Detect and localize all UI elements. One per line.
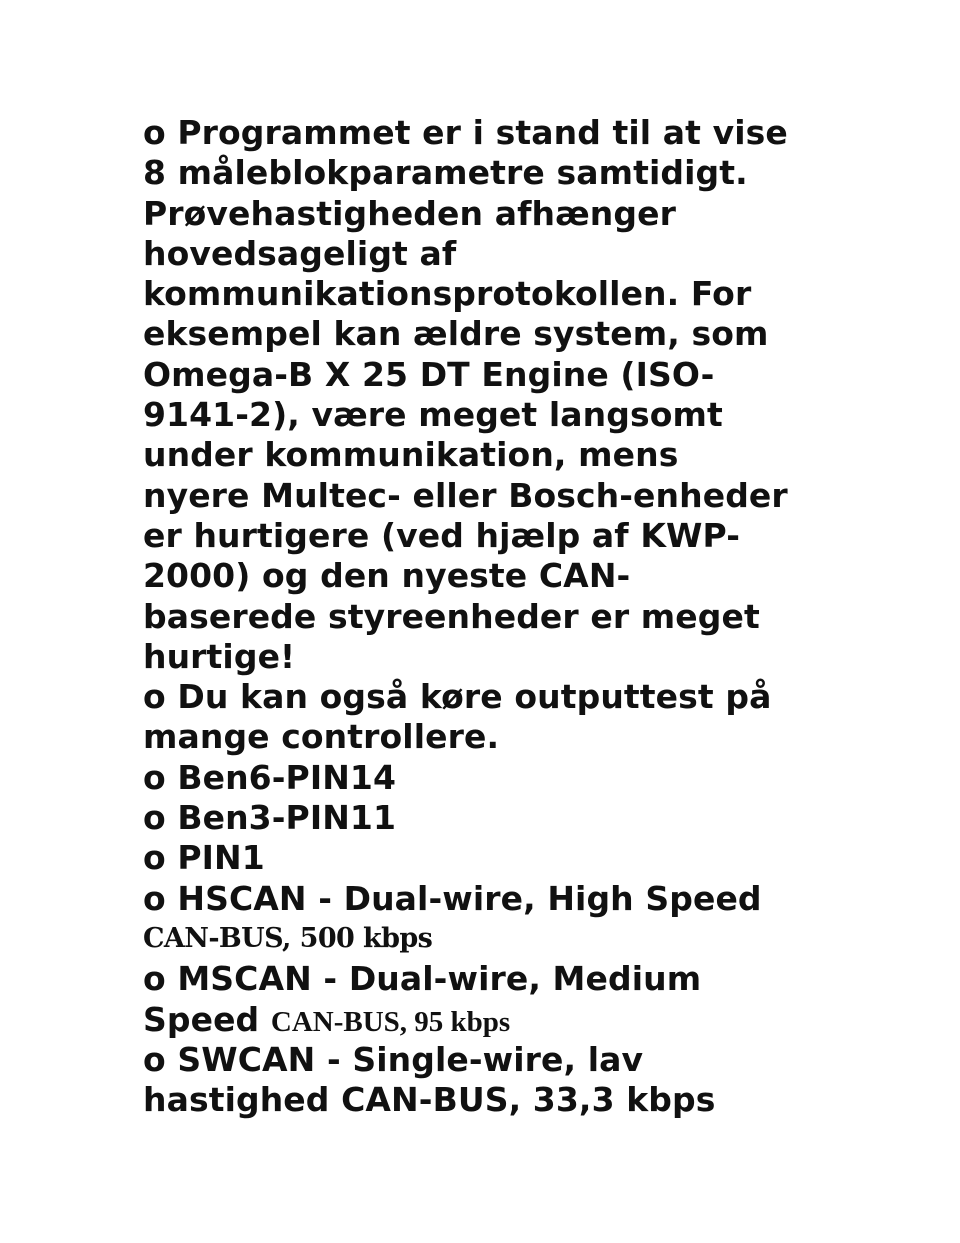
mscan-speed: CAN-BUS, 95 kbps [270, 1005, 511, 1038]
text-line: nyere Multec- eller Bosch-enheder [143, 475, 788, 515]
text-line: Prøvehastigheden afhænger [143, 193, 676, 233]
mscan-speed-line [143, 1000, 843, 1040]
text-line: Omega-B X 25 DT Engine (ISO- [143, 354, 715, 394]
hscan-speed: CAN-BUS, 500 kbps [143, 922, 433, 954]
text-line: kommunikationsprotokollen. For [143, 274, 752, 314]
text-line: hovedsageligt af [143, 233, 457, 273]
bullet-pin1: o PIN1 [143, 838, 265, 878]
mscan-speed-label: Speed [143, 999, 260, 1039]
bullet-hscan: o HSCAN - Dual-wire, High Speed [143, 878, 762, 918]
text-line: eksempel kan ældre system, som [143, 314, 769, 354]
bullet-ben6-pin14: o Ben6-PIN14 [143, 757, 397, 797]
swcan-speed: hastighed CAN-BUS, 33,3 kbps [143, 1080, 716, 1120]
text-line: er hurtigere (ved hjælp af KWP- [143, 515, 741, 555]
text-line: under kommunikation, mens [143, 435, 679, 475]
text-line: o Du kan også køre outputtest på [143, 677, 772, 717]
bullet-mscan: o MSCAN - Dual-wire, Medium [143, 959, 702, 999]
text-line: 2000) og den nyeste CAN- [143, 556, 631, 596]
text-line: baserede styreenheder er meget [143, 596, 760, 636]
bullet-ben3-pin11: o Ben3-PIN11 [143, 798, 397, 838]
bullet-swcan: o SWCAN - Single-wire, lav [143, 1039, 644, 1079]
text-line: 8 måleblokparametre samtidigt. [143, 153, 748, 193]
text-line: 9141-2), være meget langsomt [143, 395, 723, 435]
document-body [143, 113, 843, 1120]
text-line: o Programmet er i stand til at vise [143, 113, 788, 152]
text-line: mange controllere. [143, 717, 500, 757]
text-line: hurtige! [143, 636, 296, 676]
